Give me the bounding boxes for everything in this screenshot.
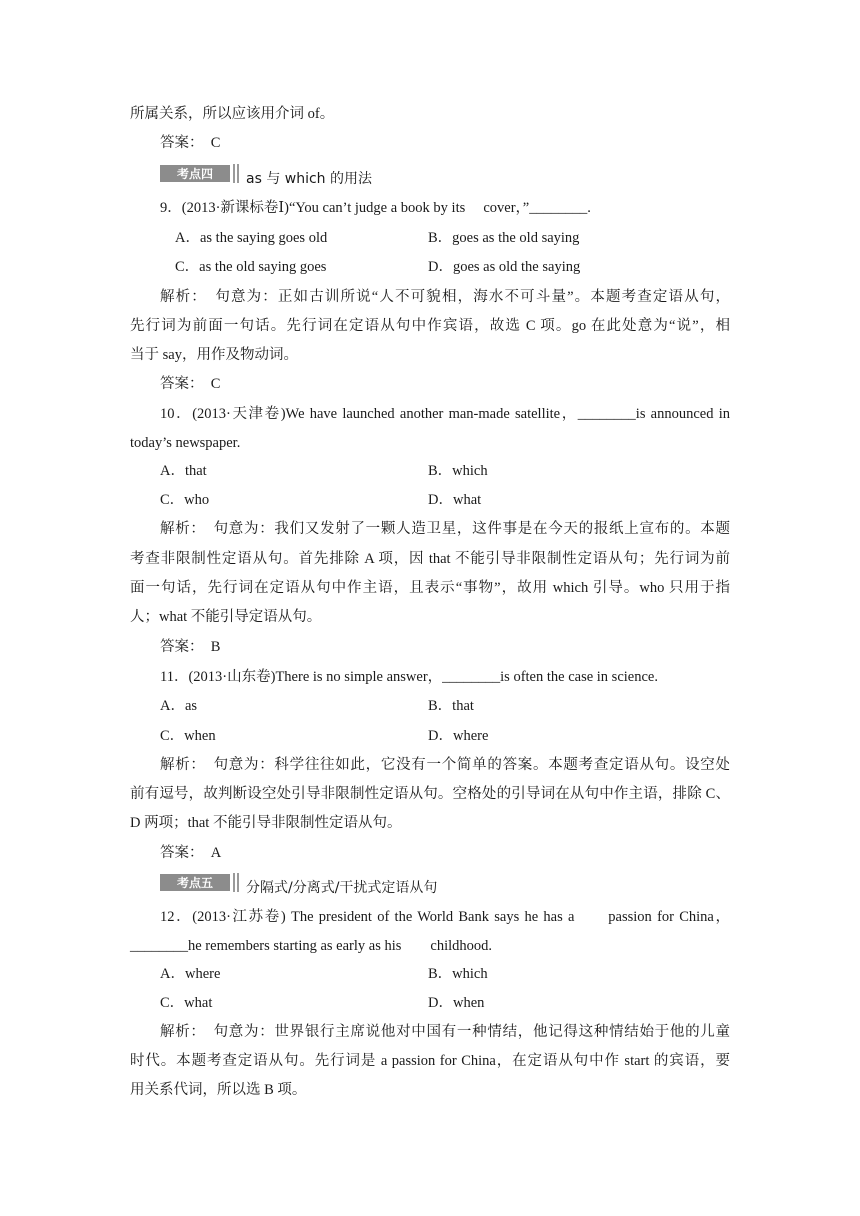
question-10: 10．(2013·天津卷)We have launched another man-made satellite，________is announced in [160, 406, 730, 422]
option-d: D．goes as old the saying [428, 259, 581, 275]
option-b: B．that [428, 698, 474, 714]
option-c: C．who [160, 492, 210, 508]
option-c: C．what [160, 995, 213, 1011]
explanation-line: 时代。本题考查定语从句。先行词是 a passion for China，在定语从句中作 start 的宾语，要 [130, 1053, 730, 1069]
question-12-cont: ________he remembers starting as early as his childhood. [130, 938, 493, 954]
option-c: C．as the old saying goes [175, 259, 327, 275]
tag-bars-icon [233, 873, 241, 892]
answer-line: 答案： A [160, 845, 222, 861]
text-line: 所属关系，所以应该用介词 of。 [130, 106, 335, 122]
question-10-cont: today’s newspaper. [130, 435, 241, 451]
explanation-line: 解析： 句意为：我们又发射了一颗人造卫星，这件事是在今天的报纸上宣布的。本题 [160, 521, 730, 537]
section-tag: 考点五 [160, 874, 230, 891]
explanation-line: 前有逗号，故判断设空处引导非限制性定语从句。空格处的引导词在从句中作主语，排除 C、 [130, 786, 730, 802]
explanation-line: 解析： 句意为：科学往往如此，它没有一个简单的答案。本题考查定语从句。设空处 [160, 757, 730, 773]
option-d: D．what [428, 492, 482, 508]
option-a: A．that [160, 463, 207, 479]
question-9: 9．(2013·新课标卷Ⅰ)“You can’t judge a book by its cover，”________. [160, 200, 591, 216]
answer-line: 答案： C [160, 376, 221, 392]
option-b: B．goes as the old saying [428, 230, 580, 246]
explanation-line: 人；what 不能引导定语从句。 [130, 609, 322, 625]
option-a: A．where [160, 966, 221, 982]
section-title: as 与 which 的用法 [246, 171, 373, 187]
option-a: A．as the saying goes old [175, 230, 328, 246]
explanation-line: D 两项；that 不能引导非限制性定语从句。 [130, 815, 402, 831]
option-b: B．which [428, 463, 488, 479]
option-b: B．which [428, 966, 488, 982]
section-title: 分隔式/分离式/干扰式定语从句 [246, 880, 438, 896]
tag-bars-icon [233, 164, 241, 183]
explanation-line: 解析： 句意为：正如古训所说“人不可貌相，海水不可斗量”。本题考查定语从句， [160, 289, 730, 305]
section-tag: 考点四 [160, 165, 230, 182]
explanation-line: 用关系代词，所以选 B 项。 [130, 1082, 307, 1098]
explanation-line: 当于 say，用作及物动词。 [130, 347, 298, 363]
option-d: D．when [428, 995, 485, 1011]
answer-line: 答案： C [160, 135, 221, 151]
question-12: 12．(2013·江苏卷) The president of the World Bank says he has a passion for China， [160, 909, 730, 925]
option-c: C．when [160, 728, 216, 744]
explanation-line: 面一句话，先行词在定语从句中作主语，且表示“事物”，故用 which 引导。who 只用于指 [130, 580, 730, 596]
option-d: D．where [428, 728, 489, 744]
explanation-line: 先行词为前面一句话。先行词在定语从句中作宾语，故选 C 项。go 在此处意为“说”，相 [130, 318, 730, 334]
explanation-line: 解析： 句意为：世界银行主席说他对中国有一种情结，他记得这种情结始于他的儿童 [160, 1024, 730, 1040]
question-11: 11．(2013·山东卷)There is no simple answer，________is often the case in science. [160, 669, 658, 685]
answer-line: 答案： B [160, 639, 221, 655]
option-a: A．as [160, 698, 198, 714]
explanation-line: 考查非限制性定语从句。首先排除 A 项，因 that 不能引导非限制性定语从句；先行词为前 [130, 551, 730, 567]
